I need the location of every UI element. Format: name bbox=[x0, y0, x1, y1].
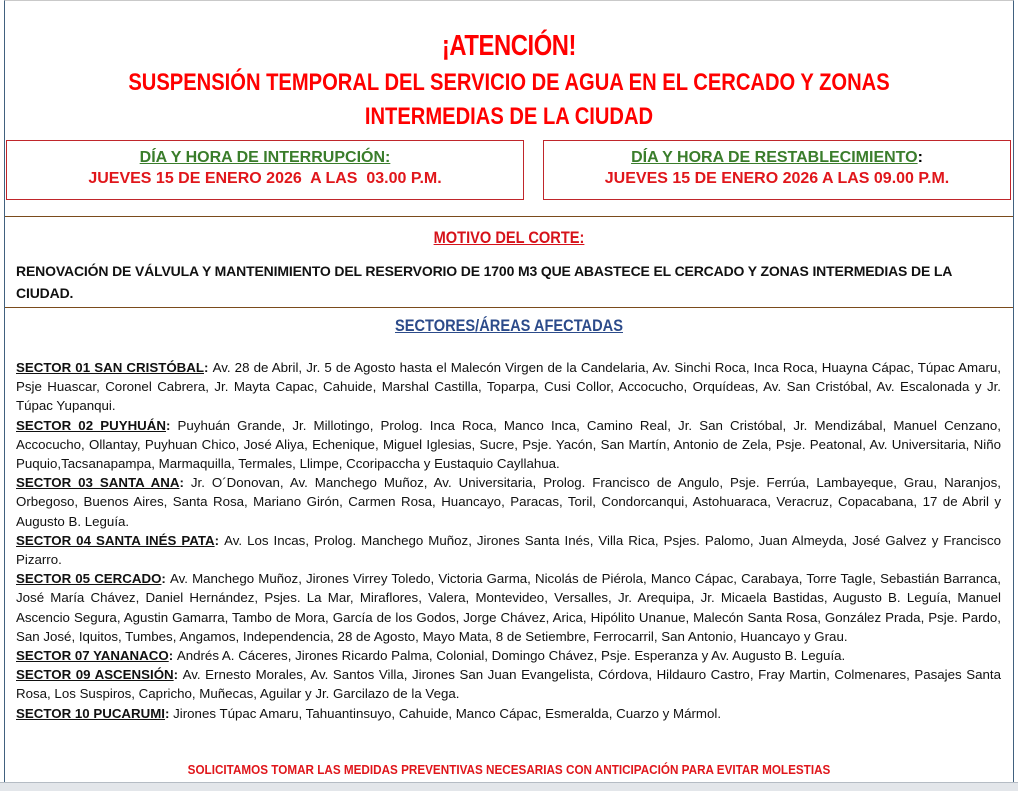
sector-item: SECTOR 04 SANTA INÉS PATA: Av. Los Incas, Prolog. Manchego Muñoz, Jirones Santa Inés, Villa Rica, Psjes. Palomo, Juan Almeyda, José Galvez y Francisco Pizarro. bbox=[16, 532, 1002, 568]
interruption-box bbox=[6, 140, 524, 200]
sector-streets: Av. Los Incas, Prolog. Manchego Muñoz, Jirones Santa Inés, Villa Rica, Psjes. Palomo, Juan Almeyda, José Galvez y Francisco Pizarro. bbox=[16, 532, 1002, 568]
sector-item: SECTOR 05 CERCADO: Av. Manchego Muñoz, Jirones Virrey Toledo, Victoria Garma, Nicolás de Piérola, Manco Cápac, Carabaya, Torre Tagle, Sebastián Barranca, José María Chávez, Daniel Hernández, Psjes. La Mar, Miraflores, Valera, Montevideo, Versalles, Jr. Arequipa, Jr. Micaela Bastidas, Augusto B. Leguía, Manuel Ascencio Segura, Agustin Gamarra, Tambo de Mora, García de los Godos, Jorge Chávez, Arica, Hipólito Unanue, Malecón Santa Rosa, González Prada, Psje. Pardo, San José, Iquitos, Tumbes, Angamos, Independencia, 28 de Agosto, Mayo Mata, 8 de Setiembre, Ferrocarril, San Antonio, Huancayo y Grau. bbox=[16, 571, 1001, 644]
sector-streets: Av. Manchego Muñoz, Jirones Virrey Toledo, Victoria Garma, Nicolás de Piérola, Manco Cápac, Carabaya, Torre Tagle, Sebastián Barranca, José María Chávez, Daniel Hernández, Psjes. La Mar, Miraflores, Valera, Montevideo, Versalles, Jr. Arequipa, Jr. Micaela Bastidas, Augusto B. Leguía, Manuel Ascencio Segura, Agustin Gamarra, Tambo de Mora, García de los Godos, Jorge Chávez, Arica, Hipólito Unanue, Malecón Santa Rosa, González Prada, Psje. Pardo, San José, Iquitos, Tumbes, Angamos, Independencia, 28 de Agosto, Mayo Mata, 8 de Setiembre, Ferrocarril, San Antonio, Huancayo y Grau. bbox=[16, 571, 1001, 644]
sector-name: SECTOR 09 ASCENSIÓN bbox=[16, 667, 174, 683]
restoration-label bbox=[544, 149, 1010, 167]
notice-title-line-2: INTERMEDIAS DE LA CIUDAD bbox=[364, 103, 654, 130]
sector-name: SECTOR 04 SANTA INÉS PATA bbox=[16, 532, 215, 548]
preventive-measures-notice: SOLICITAMOS TOMAR LAS MEDIDAS PREVENTIVAS NECESARIAS CON ANTICIPACIÓN PARA EVITAR MOLESTIAS bbox=[187, 762, 831, 777]
sector-streets: Puyhuán Grande, Jr. Millotingo, Prolog. Inca Roca, Manco Inca, Camino Real, Jr. San Cristóbal, Jr. Mendizábal, Manuel Cenzano, Accocucho, Ollantay, Puyhuan Chico, José Aliya, Echenique, Miguel Iglesias, Sucre, Psje. Yacón, San Martín, Antonio de Zela, Psje. Peatonal, Av. Universitaria, Niño Puquio,Tacsanapampa, Marmaquilla, Termales, Llimpe, Ccoripaccha y Eustaquio Cayllahua. bbox=[16, 417, 1001, 472]
notice-title bbox=[81, 66, 936, 134]
affected-sectors-list bbox=[16, 358, 1001, 723]
section-divider bbox=[5, 216, 1013, 217]
sector-name: SECTOR 01 SAN CRISTÓBAL bbox=[16, 360, 204, 375]
sector-name: SECTOR 05 CERCADO bbox=[16, 571, 162, 587]
sector-item: SECTOR 10 PUCARUMI: Jirones Túpac Amaru, Tahuantinsuyo, Cahuide, Manco Cápac, Esmeralda, Cuarzo y Mármol. bbox=[16, 705, 722, 721]
sector-name: SECTOR 07 YANANACO bbox=[16, 648, 169, 664]
sector-name: SECTOR 02 PUYHUÁN bbox=[16, 417, 166, 433]
restoration-label-text: DÍA Y HORA DE RESTABLECIMIENTO bbox=[631, 149, 918, 166]
affected-sectors-heading: SECTORES/ÁREAS AFECTADAS bbox=[394, 316, 623, 335]
restoration-datetime: JUEVES 15 DE ENERO 2026 A LAS 09.00 P.M. bbox=[604, 170, 950, 187]
interruption-label bbox=[7, 149, 523, 167]
sector-streets: Av. Ernesto Morales, Av. Santos Villa, Jirones San Juan Evangelista, Córdova, Hildauro Castro, Fray Martin, Colmenares, Pasajes Santa Rosa, Los Suspiros, Capricho, Muñecas, Aguilar y Jr. Garcilazo de la Vega. bbox=[16, 667, 1001, 702]
sector-item: SECTOR 09 ASCENSIÓN: Av. Ernesto Morales, Av. Santos Villa, Jirones San Juan Evangelista, Córdova, Hildauro Castro, Fray Martin, Colmenares, Pasajes Santa Rosa, Los Suspiros, Capricho, Muñecas, Aguilar y Jr. Garcilazo de la Vega. bbox=[16, 667, 1001, 702]
sector-streets: Jr. O´Donovan, Av. Manchego Muñoz, Av. Universitaria, Prolog. Francisco de Angulo, Psje. Ferrúa, Lambayeque, Grau, Naranjos, Orbegoso, Buenos Aires, Santa Rosa, Mariano Girón, Carmen Rosa, Huancayo, Paracas, Toril, Condorcanqui, Astohuaraca, Veracruz, Copacabana, 17 de Abril y Augusto B. Leguía. bbox=[16, 475, 1002, 529]
section-divider bbox=[5, 307, 1013, 308]
motivo-heading: MOTIVO DEL CORTE: bbox=[433, 228, 585, 247]
motivo-text: RENOVACIÓN DE VÁLVULA Y MANTENIMIENTO DEL RESERVORIO DE 1700 M3 QUE ABASTECE EL CERCADO Y ZONAS INTERMEDIAS DE LA CIUDAD. bbox=[16, 263, 952, 301]
restoration-label-colon: : bbox=[917, 149, 923, 166]
sector-streets: Jirones Túpac Amaru, Tahuantinsuyo, Cahuide, Manco Cápac, Esmeralda, Cuarzo y Mármol. bbox=[173, 705, 722, 721]
sector-streets: Andrés A. Cáceres, Jirones Ricardo Palma, Colonial, Domingo Chávez, Psje. Esperanza y Av. Augusto B. Leguía. bbox=[176, 648, 846, 664]
sector-item: SECTOR 07 YANANACO: Andrés A. Cáceres, Jirones Ricardo Palma, Colonial, Domingo Chávez, Psje. Esperanza y Av. Augusto B. Leguía. bbox=[16, 648, 846, 664]
sector-name: SECTOR 10 PUCARUMI bbox=[16, 705, 165, 721]
attention-heading: ¡ATENCIÓN! bbox=[441, 30, 577, 62]
sector-item: SECTOR 01 SAN CRISTÓBAL: Av. 28 de Abril, Jr. 5 de Agosto hasta el Malecón Virgen de la Candelaria, Av. Sinchi Roca, Inca Roca, Huayna Cápac, Túpac Amaru, Psje Huascar, Coronel Cabrera, Jr. Mayta Capac, Cahuide, Marshal Castilla, Toparpa, Cusi Collor, Accocucho, Orquídeas, Av. San Cristóbal, Av. Escalonada y Jr. Túpac Yupanqui. bbox=[16, 360, 1001, 414]
interruption-datetime: JUEVES 15 DE ENERO 2026 A LAS 03.00 P.M. bbox=[88, 170, 442, 187]
sector-name: SECTOR 03 SANTA ANA bbox=[16, 475, 180, 491]
sector-item: SECTOR 03 SANTA ANA: Jr. O´Donovan, Av. Manchego Muñoz, Av. Universitaria, Prolog. Francisco de Angulo, Psje. Ferrúa, Lambayeque, Grau, Naranjos, Orbegoso, Buenos Aires, Santa Rosa, Mariano Girón, Carmen Rosa, Huancayo, Paracas, Toril, Condorcanqui, Astohuaraca, Veracruz, Copacabana, 17 de Abril y Augusto B. Leguía. bbox=[16, 475, 1002, 529]
notice-title-line-1: SUSPENSIÓN TEMPORAL DEL SERVICIO DE AGUA EN EL CERCADO Y ZONAS bbox=[128, 69, 890, 96]
interruption-label-text: DÍA Y HORA DE INTERRUPCIÓN bbox=[139, 149, 386, 166]
restoration-box bbox=[543, 140, 1011, 200]
sector-item: SECTOR 02 PUYHUÁN: Puyhuán Grande, Jr. Millotingo, Prolog. Inca Roca, Manco Inca, Camino Real, Jr. San Cristóbal, Jr. Mendizábal, Manuel Cenzano, Accocucho, Ollantay, Puyhuan Chico, José Aliya, Echenique, Miguel Iglesias, Sucre, Psje. Yacón, San Martín, Antonio de Zela, Psje. Peatonal, Av. Universitaria, Niño Puquio,Tacsanapampa, Marmaquilla, Termales, Llimpe, Ccoripaccha y Eustaquio Cayllahua. bbox=[16, 417, 1001, 472]
sector-streets: Av. 28 de Abril, Jr. 5 de Agosto hasta el Malecón Virgen de la Candelaria, Av. Sinchi Roca, Inca Roca, Huayna Cápac, Túpac Amaru, Psje Huascar, Coronel Cabrera, Jr. Mayta Capac, Cahuide, Marshal Castilla, Toparpa, Cusi Collor, Accocucho, Orquídeas, Av. San Cristóbal, Av. Escalonada y Jr. Túpac Yupanqui. bbox=[16, 360, 1001, 414]
interruption-label-colon: : bbox=[385, 149, 391, 166]
